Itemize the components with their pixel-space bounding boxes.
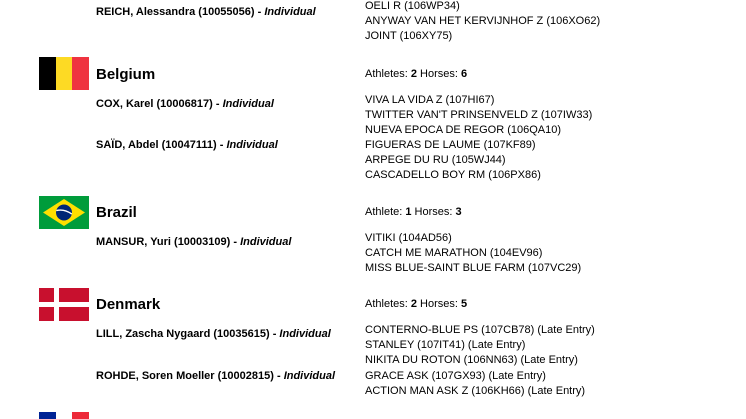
france-flag-icon — [39, 412, 89, 419]
country-counts-denmark: Athletes: 2 Horses: 5 — [365, 298, 468, 310]
horse-item: ACTION MAN ASK Z (106KH66) (Late Entry) — [365, 385, 586, 397]
country-name-denmark: Denmark — [96, 296, 161, 313]
horse-item: CONTERNO-BLUE PS (107CB78) (Late Entry) — [365, 324, 595, 336]
country-name-brazil: Brazil — [96, 204, 137, 221]
rider-status: Individual — [240, 236, 292, 248]
rider-mansur — [96, 236, 291, 248]
rider-name: ROHDE, Soren Moeller (10002815) - — [96, 370, 284, 382]
rider-status: Individual — [264, 6, 316, 18]
horse-item: NUEVA EPOCA DE REGOR (106QA10) — [365, 124, 562, 136]
brazil-flag-icon — [39, 196, 89, 229]
country-counts-belgium: Athletes: 2 Horses: 6 — [365, 68, 468, 80]
country-name-belgium: Belgium — [96, 66, 156, 83]
denmark-flag-icon — [39, 288, 89, 321]
rider-reich — [96, 6, 316, 18]
country-counts-brazil: Athlete: 1 Horses: 3 — [365, 206, 462, 218]
horse-list-reich — [365, 0, 600, 44]
horse-item: FIGUERAS DE LAUME (107KF89) — [365, 139, 536, 151]
horse-item: JOINT (106XY75) — [365, 30, 453, 42]
horse-list-said — [365, 138, 541, 183]
horse-item: NIKITA DU ROTON (106NN63) (Late Entry) — [365, 354, 578, 366]
horse-item: VIVA LA VIDA Z (107HI67) — [365, 94, 495, 106]
horse-item: VITIKI (104AD56) — [365, 232, 452, 244]
rider-status: Individual — [279, 328, 331, 340]
rider-name: LILL, Zascha Nygaard (10035615) - — [96, 328, 280, 340]
rider-name: SAÏD, Abdel (10047111) - — [96, 139, 227, 151]
rider-rohde — [96, 370, 335, 382]
horse-item: TWITTER VAN'T PRINSENVELD Z (107IW33) — [365, 109, 593, 121]
rider-said — [96, 139, 278, 151]
rider-status: Individual — [226, 139, 278, 151]
rider-name: REICH, Alessandra (10055056) - — [96, 6, 265, 18]
horse-list-mansur — [365, 231, 581, 276]
rider-cox — [96, 98, 274, 110]
horse-list-cox — [365, 93, 592, 138]
horse-item: CASCADELLO BOY RM (106PX86) — [365, 169, 541, 181]
belgium-flag-icon — [39, 57, 89, 90]
horse-list-lill — [365, 323, 595, 368]
horse-item: ANYWAY VAN HET KERVIJNHOF Z (106XO62) — [365, 15, 601, 27]
horse-list-rohde — [365, 369, 585, 399]
horse-item: ARPEGE DU RU (105WJ44) — [365, 154, 506, 166]
rider-status: Individual — [222, 98, 274, 110]
rider-name: COX, Karel (10006817) - — [96, 98, 223, 110]
horse-item: GRACE ASK (107GX93) (Late Entry) — [365, 370, 546, 382]
horse-item: CATCH ME MARATHON (104EV96) — [365, 247, 543, 259]
horse-item: STANLEY (107IT41) (Late Entry) — [365, 339, 526, 351]
horse-item: OELI R (106WP34) — [365, 0, 460, 12]
rider-name: MANSUR, Yuri (10003109) - — [96, 236, 241, 248]
rider-status: Individual — [283, 370, 336, 382]
horse-item: MISS BLUE-SAINT BLUE FARM (107VC29) — [365, 262, 582, 274]
rider-lill — [96, 328, 331, 340]
